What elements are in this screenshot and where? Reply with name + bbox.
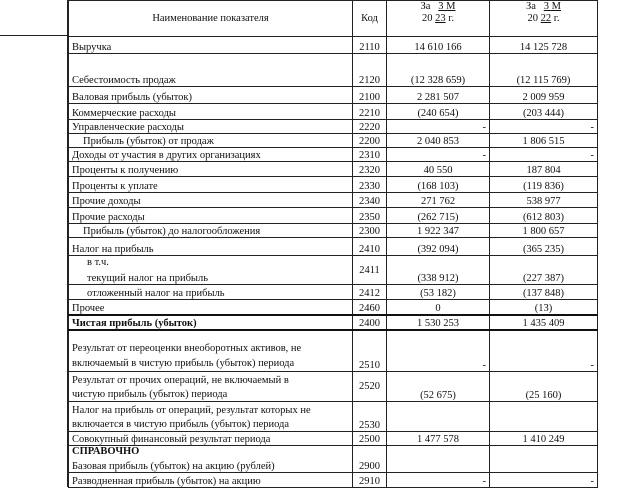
row-name: Коммерческие расходы xyxy=(69,104,353,120)
row-code: 2400 xyxy=(353,315,387,330)
row-name xyxy=(69,330,353,372)
row-code: 2100 xyxy=(353,87,387,104)
row-value-2022: (227 387) xyxy=(490,256,598,285)
row-name: Проценты к получению xyxy=(69,162,353,177)
row-value-2023: (52 675) xyxy=(387,372,490,402)
row-name: Проценты к уплате xyxy=(69,177,353,193)
row-value-2023: (240 654) xyxy=(387,104,490,120)
table-row xyxy=(69,473,598,488)
row-value-2022: - xyxy=(490,473,598,488)
row-name xyxy=(69,402,353,432)
row-value-2022: - xyxy=(490,330,598,372)
row-value-2022: (137 848) xyxy=(490,285,598,300)
row-name-label: текущий налог на прибыль xyxy=(87,273,209,284)
row-value-2023: (12 328 659) xyxy=(387,54,490,87)
table-row xyxy=(69,432,598,446)
row-name: Прибыль (убыток) от продаж xyxy=(69,134,353,148)
table-row xyxy=(69,193,598,208)
row-value-2022: (612 803) xyxy=(490,208,598,224)
left-margin-column xyxy=(0,0,68,487)
row-name-line2: включаемый в чистую прибыль (убыток) периода xyxy=(72,358,295,369)
table-row xyxy=(69,104,598,120)
header-period-2022: За 3 М 20 22 г. xyxy=(490,1,598,37)
row-value-2023: (338 912) xyxy=(387,256,490,285)
row-name-line1: Результат от переоценки внеоборотных активов, не xyxy=(72,343,302,354)
row-value-2022: 2 009 959 xyxy=(490,87,598,104)
row-name: Прочее xyxy=(69,300,353,315)
row-name-line1: Налог на прибыль от операций, результат которых не xyxy=(72,405,311,416)
left-margin-header xyxy=(0,0,68,36)
table-row xyxy=(69,256,598,285)
row-value-2023: (262 715) xyxy=(387,208,490,224)
row-name: Валовая прибыль (убыток) xyxy=(69,87,353,104)
table-row xyxy=(69,372,598,402)
row-name-line2: чистую прибыль (убыток) периода xyxy=(72,389,228,400)
row-value-2023: 0 xyxy=(387,300,490,315)
row-code: 2410 xyxy=(353,238,387,256)
row-name: Прибыль (убыток) до налогообложения xyxy=(69,224,353,238)
table-row xyxy=(69,446,598,473)
header-period-2023: За 3 М 20 23 г. xyxy=(387,1,490,37)
row-name xyxy=(69,256,353,285)
row-value-2023: 2 281 507 xyxy=(387,87,490,104)
header-name: Наименование показателя xyxy=(69,1,353,37)
row-code: 2910 xyxy=(353,473,387,488)
row-value-2022: 14 125 728 xyxy=(490,37,598,54)
row-code: 2220 xyxy=(353,120,387,134)
table-row xyxy=(69,285,598,300)
row-value-2022: (365 235) xyxy=(490,238,598,256)
row-value-2022: 1 800 657 xyxy=(490,224,598,238)
row-value-2022: 1 410 249 xyxy=(490,432,598,446)
row-name: Выручка xyxy=(69,37,353,54)
row-value-2023: (168 103) xyxy=(387,177,490,193)
table-row xyxy=(69,224,598,238)
row-code: 2340 xyxy=(353,193,387,208)
row-value-2023: 271 762 xyxy=(387,193,490,208)
row-value-2022: (25 160) xyxy=(490,372,598,402)
row-value-2022: (203 444) xyxy=(490,104,598,120)
row-code: 2900 xyxy=(353,446,387,473)
row-name: отложенный налог на прибыль xyxy=(69,285,353,300)
row-name: Налог на прибыль xyxy=(69,238,353,256)
table-row xyxy=(69,120,598,134)
row-code: 2510 xyxy=(353,330,387,372)
table-row xyxy=(69,208,598,224)
row-value-2023: (53 182) xyxy=(387,285,490,300)
row-name xyxy=(69,446,353,473)
table-row xyxy=(69,148,598,162)
row-name-prefix: в т.ч. xyxy=(87,257,109,268)
row-value-2022 xyxy=(490,402,598,432)
row-value-2022: (12 115 769) xyxy=(490,54,598,87)
row-value-2023: 2 040 853 xyxy=(387,134,490,148)
table-row xyxy=(69,37,598,54)
row-code: 2530 xyxy=(353,402,387,432)
row-code: 2320 xyxy=(353,162,387,177)
table-row xyxy=(69,315,598,330)
row-value-2023: 14 610 166 xyxy=(387,37,490,54)
row-name: Прочие доходы xyxy=(69,193,353,208)
row-value-2022: (119 836) xyxy=(490,177,598,193)
row-value-2022: 538 977 xyxy=(490,193,598,208)
row-name: Совокупный финансовый результат периода xyxy=(69,432,353,446)
header-code: Код xyxy=(353,1,387,37)
row-name-line1: Результат от прочих операций, не включаемый в xyxy=(72,375,289,386)
row-code: 2330 xyxy=(353,177,387,193)
row-name-label: Базовая прибыль (убыток) на акцию (рублей) xyxy=(72,461,275,472)
row-code: 2412 xyxy=(353,285,387,300)
row-value-2023: 1 477 578 xyxy=(387,432,490,446)
table-row xyxy=(69,177,598,193)
row-code: 2120 xyxy=(353,54,387,87)
financial-results-table xyxy=(68,0,598,488)
reference-heading: СПРАВОЧНО xyxy=(72,446,140,457)
row-code: 2411 xyxy=(353,256,387,285)
row-value-2022 xyxy=(490,446,598,473)
row-value-2023: 1 922 347 xyxy=(387,224,490,238)
row-value-2022: 1 435 409 xyxy=(490,315,598,330)
table-row xyxy=(69,238,598,256)
row-name: Чистая прибыль (убыток) xyxy=(69,315,353,330)
row-value-2023: - xyxy=(387,120,490,134)
row-code: 2200 xyxy=(353,134,387,148)
row-name: Разводненная прибыль (убыток) на акцию xyxy=(69,473,353,488)
row-code: 2300 xyxy=(353,224,387,238)
table-row xyxy=(69,330,598,372)
row-name-line2: включается в чистую прибыль (убыток) периода xyxy=(72,419,290,430)
row-name: Управленческие расходы xyxy=(69,120,353,134)
header-row xyxy=(69,1,598,37)
row-value-2023: (392 094) xyxy=(387,238,490,256)
row-code: 2350 xyxy=(353,208,387,224)
table-row xyxy=(69,87,598,104)
row-value-2023 xyxy=(387,402,490,432)
row-name: Доходы от участия в других организациях xyxy=(69,148,353,162)
row-value-2022: - xyxy=(490,120,598,134)
row-value-2022: 187 804 xyxy=(490,162,598,177)
row-name: Прочие расходы xyxy=(69,208,353,224)
row-value-2022: 1 806 515 xyxy=(490,134,598,148)
row-value-2023: 1 530 253 xyxy=(387,315,490,330)
row-value-2022: (13) xyxy=(490,300,598,315)
row-value-2023: - xyxy=(387,330,490,372)
table-row xyxy=(69,402,598,432)
row-code: 2460 xyxy=(353,300,387,315)
row-code: 2310 xyxy=(353,148,387,162)
row-value-2023: 40 550 xyxy=(387,162,490,177)
row-code: 2500 xyxy=(353,432,387,446)
row-code: 2520 xyxy=(353,372,387,402)
table-row xyxy=(69,134,598,148)
table-row xyxy=(69,162,598,177)
row-value-2023 xyxy=(387,446,490,473)
row-code: 2110 xyxy=(353,37,387,54)
row-code: 2210 xyxy=(353,104,387,120)
row-value-2023: - xyxy=(387,148,490,162)
row-value-2023: - xyxy=(387,473,490,488)
row-value-2022: - xyxy=(490,148,598,162)
table-row xyxy=(69,300,598,315)
table-row xyxy=(69,54,598,87)
row-name xyxy=(69,372,353,402)
row-name: Себестоимость продаж xyxy=(69,54,353,87)
